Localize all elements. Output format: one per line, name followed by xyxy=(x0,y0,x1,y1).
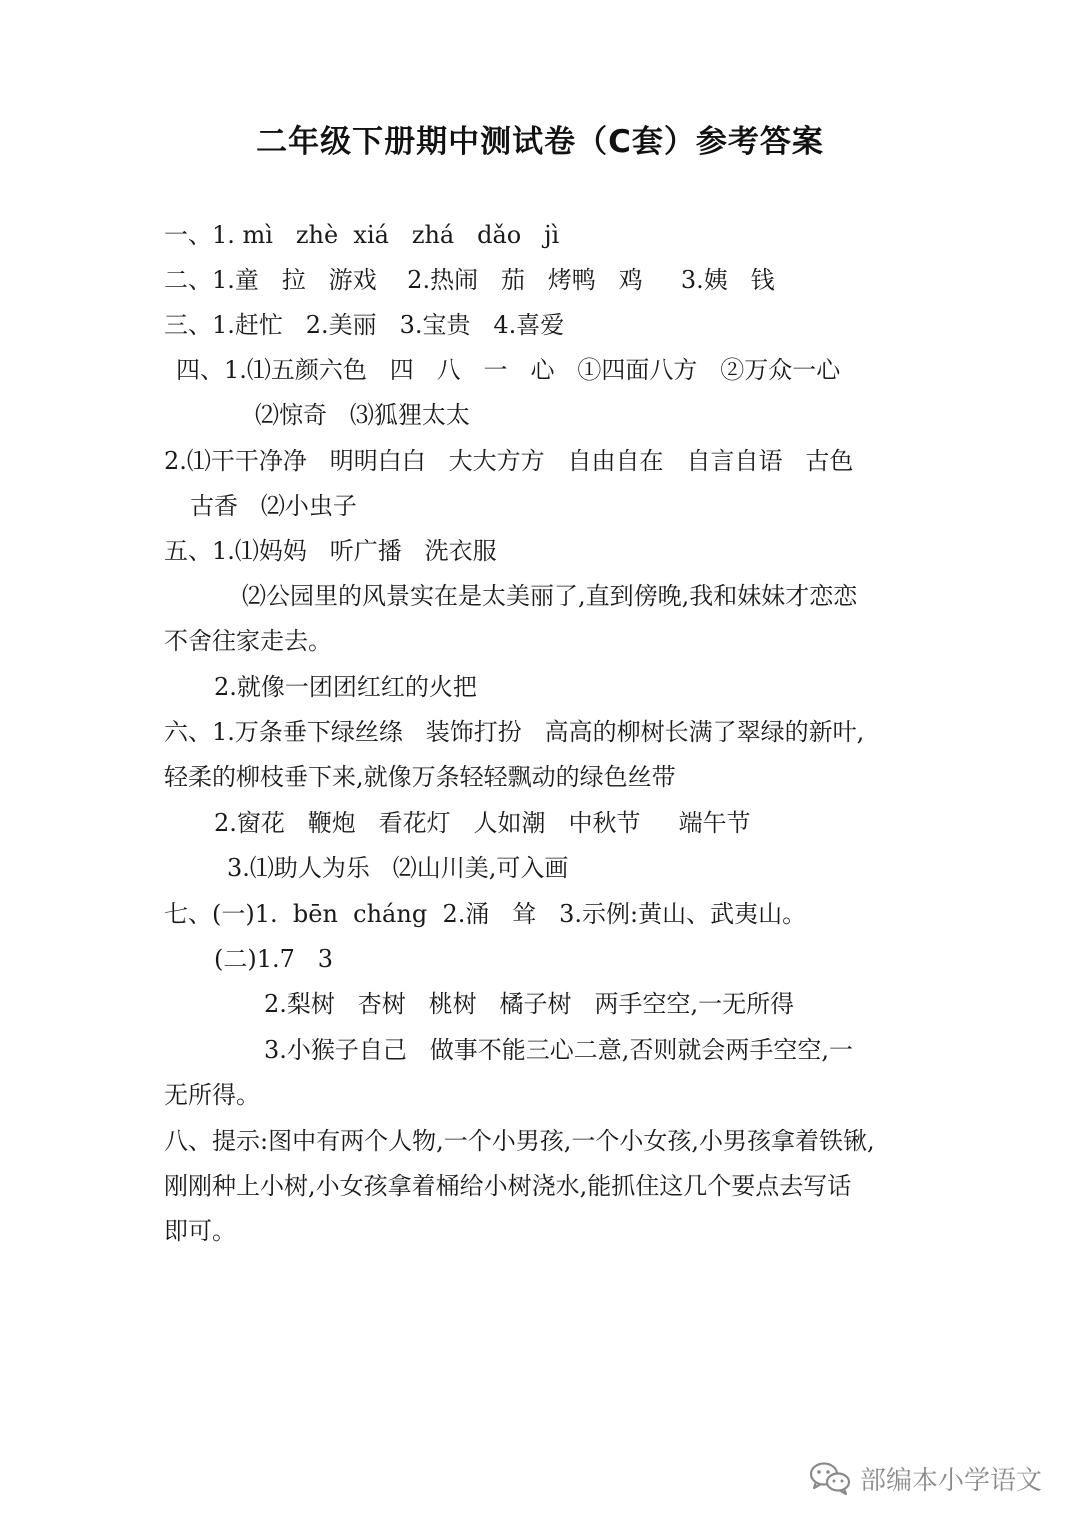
answer-line-9: ⑵公园里的风景实在是太美丽了,直到傍晚,我和妹妹才恋恋 xyxy=(242,582,858,610)
answer-line-6: 2.⑴干干净净 明明白白 大大方方 自由自在 自言自语 古色 xyxy=(164,447,854,475)
answer-line-10: 不舍往家走去。 xyxy=(164,627,332,655)
answer-line-7: 古香 ⑵小虫子 xyxy=(190,492,357,520)
answer-line-20: 无所得。 xyxy=(164,1081,260,1109)
answer-line-5: ⑵惊奇 ⑶狐狸太太 xyxy=(255,401,470,429)
answer-line-15: 3.⑴助人为乐 ⑵山川美,可入画 xyxy=(227,854,569,882)
answer-line-19: 3.小猴子自己 做事不能三心二意,否则就会两手空空,一 xyxy=(264,1036,854,1064)
answer-line-4: 四、1.⑴五颜六色 四 八 一 心 ①四面八方 ②万众一心 xyxy=(176,356,841,384)
watermark-text: 部编本小学语文 xyxy=(860,1465,1043,1496)
answer-line-22: 刚刚种上小树,小女孩拿着桶给小树浇水,能抓住这几个要点去写话 xyxy=(164,1172,852,1200)
answer-line-12: 六、1.万条垂下绿丝绦 装饰打扮 高高的柳树长满了翠绿的新叶, xyxy=(164,718,865,746)
answer-line-18: 2.梨树 杏树 桃树 橘子树 两手空空,一无所得 xyxy=(264,990,795,1018)
answer-line-2: 二、1.童 拉 游戏 2.热闹 茄 烤鸭 鸡 3.姨 钱 xyxy=(164,266,775,294)
wechat-icon xyxy=(808,1460,852,1496)
answer-line-21: 八、提示:图中有两个人物,一个小男孩,一个小女孩,小男孩拿着铁锹, xyxy=(164,1127,875,1155)
answer-line-13: 轻柔的柳枝垂下来,就像万条轻轻飘动的绿色丝带 xyxy=(164,763,676,791)
watermark xyxy=(808,1458,1042,1498)
answer-line-23: 即可。 xyxy=(164,1217,236,1245)
page-title: 二年级下册期中测试卷（C套）参考答案 xyxy=(256,124,824,160)
answer-line-16: 七、(一)1. bēn cháng 2.涌 耸 3.示例:黄山、武夷山。 xyxy=(164,900,807,928)
answer-line-1: 一、1. mì zhè xiá zhá dǎo jì xyxy=(164,221,560,249)
answer-line-11: 2.就像一团团红红的火把 xyxy=(214,673,477,701)
answer-line-8: 五、1.⑴妈妈 听广播 洗衣服 xyxy=(164,537,497,565)
answer-line-3: 三、1.赶忙 2.美丽 3.宝贵 4.喜爱 xyxy=(164,311,565,339)
answer-line-17: (二)1.7 3 xyxy=(214,945,334,973)
answer-line-14: 2.窗花 鞭炮 看花灯 人如潮 中秋节 端午节 xyxy=(214,809,751,837)
